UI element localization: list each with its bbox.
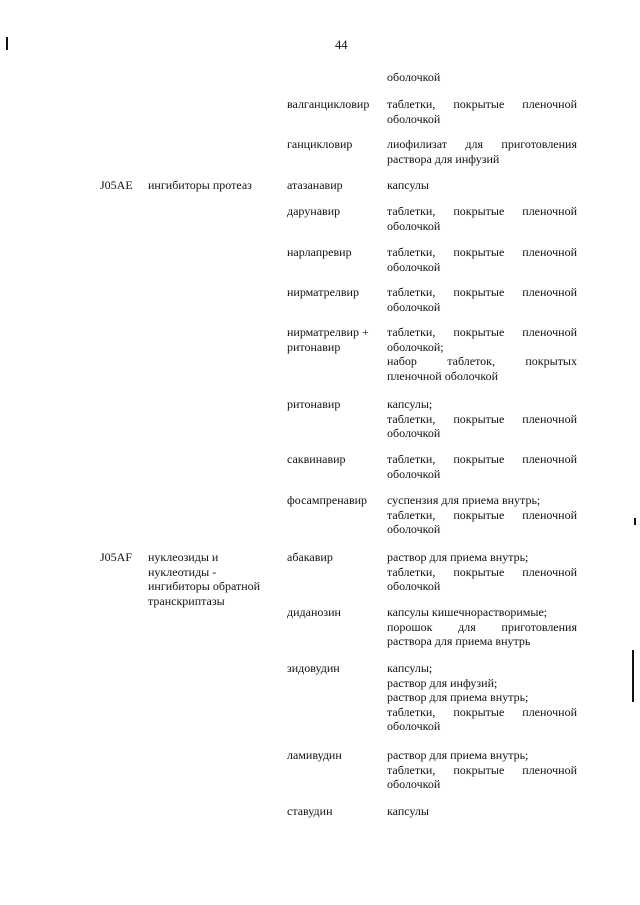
form-line: суспензия для приема внутрь; <box>387 493 541 507</box>
dosage-form <box>387 661 577 734</box>
form-line: таблетки, покрытые пленочной <box>387 704 577 719</box>
drug-line: ритонавир <box>287 397 341 411</box>
form-line: раствор для приема внутрь; <box>387 690 529 705</box>
drug-line: ритонавир <box>287 339 341 354</box>
scan-dot-right <box>634 518 636 525</box>
form-line: порошок для приготовления <box>387 619 577 634</box>
dosage-form <box>387 452 577 481</box>
drug-name <box>287 605 385 620</box>
dosage-form <box>387 325 577 383</box>
drug-name <box>287 285 385 300</box>
atc-code: J05AF <box>100 550 133 564</box>
group-line: нуклеотиды - <box>148 564 217 579</box>
dosage-form <box>387 97 577 126</box>
dosage-form <box>387 397 577 441</box>
drug-line: фосампренавир <box>287 493 368 507</box>
drug-line: диданозин <box>287 605 341 619</box>
dosage-form <box>387 285 577 314</box>
drug-name <box>287 397 385 412</box>
form-line: пленочной оболочкой <box>387 368 499 383</box>
drug-line: нарлапревир <box>287 245 352 259</box>
form-line: таблетки, покрытые пленочной <box>387 285 577 299</box>
form-line: капсулы кишечнорастворимые; <box>387 605 548 619</box>
drug-name <box>287 325 385 354</box>
form-line: таблетки, покрытые пленочной <box>387 245 577 259</box>
form-line: оболочкой <box>387 111 441 126</box>
drug-line: зидовудин <box>287 661 340 675</box>
dosage-form <box>387 804 577 819</box>
drug-line: ламивудин <box>287 748 342 762</box>
form-line: оболочкой <box>387 466 441 481</box>
dosage-form <box>387 748 577 792</box>
drug-name <box>287 661 385 676</box>
drug-name <box>287 804 385 819</box>
form-line: раствора для приема внутрь <box>387 634 531 649</box>
form-line: таблетки, покрытые пленочной <box>387 411 577 426</box>
drug-name <box>287 204 385 219</box>
form-line: таблетки, покрытые пленочной <box>387 452 577 466</box>
dosage-form <box>387 137 577 166</box>
drug-line: нирматрелвир + <box>287 325 369 339</box>
drug-name <box>287 137 385 152</box>
form-line: таблетки, покрытые пленочной <box>387 564 577 579</box>
form-line: раствора для инфузий <box>387 151 500 166</box>
scan-mark-right <box>632 650 634 702</box>
drug-line: саквинавир <box>287 452 346 466</box>
drug-line: ставудин <box>287 804 333 818</box>
dosage-form <box>387 493 577 537</box>
dosage-form <box>387 204 577 233</box>
group-name <box>148 550 278 608</box>
drug-line: абакавир <box>287 550 333 564</box>
form-line: раствор для инфузий; <box>387 675 498 690</box>
atc-code: J05AE <box>100 178 133 192</box>
form-line: оболочкой <box>387 579 441 594</box>
group-line: транскриптазы <box>148 593 225 608</box>
form-line: оболочкой <box>387 259 441 274</box>
group-line: нуклеозиды и <box>148 550 219 564</box>
dosage-form <box>387 550 577 594</box>
form-line: таблетки, покрытые пленочной <box>387 204 577 218</box>
form-line: оболочкой <box>387 299 441 314</box>
form-line: капсулы <box>387 804 429 818</box>
form-line: оболочкой <box>387 218 441 233</box>
form-line: оболочкой; <box>387 339 444 354</box>
form-line: оболочкой <box>387 777 441 792</box>
dosage-form <box>387 605 577 649</box>
form-line: набор таблеток, покрытых <box>387 354 577 369</box>
dosage-form <box>387 178 577 193</box>
form-line: таблетки, покрытые пленочной <box>387 507 577 522</box>
form-line: лиофилизат для приготовления <box>387 137 577 151</box>
form-line: раствор для приема внутрь; <box>387 550 529 564</box>
form-line: оболочкой <box>387 426 441 441</box>
drug-line: ганцикловир <box>287 137 353 151</box>
drug-name <box>287 178 385 193</box>
scan-mark-left <box>6 37 8 50</box>
drug-line: атазанавир <box>287 178 343 192</box>
group-name <box>148 178 278 193</box>
form-line: таблетки, покрытые пленочной <box>387 762 577 777</box>
form-line: оболочкой <box>387 522 441 537</box>
form-line: таблетки, покрытые пленочной <box>387 325 577 339</box>
group-line: ингибиторы протеаз <box>148 178 252 192</box>
group-line: ингибиторы обратной <box>148 579 261 594</box>
form-line: капсулы; <box>387 661 433 675</box>
form-line: оболочкой <box>387 70 441 84</box>
drug-name <box>287 452 385 467</box>
drug-name <box>287 97 385 112</box>
form-line: оболочкой <box>387 719 441 734</box>
drug-line: нирматрелвир <box>287 285 359 299</box>
drug-name <box>287 493 385 508</box>
drug-name <box>287 245 385 260</box>
drug-line: дарунавир <box>287 204 341 218</box>
dosage-form <box>387 245 577 274</box>
drug-name <box>287 550 385 565</box>
form-line: раствор для приема внутрь; <box>387 748 529 762</box>
drug-line: валганцикловир <box>287 97 370 111</box>
form-line: капсулы; <box>387 397 433 411</box>
continuation-text <box>387 70 577 85</box>
form-line: таблетки, покрытые пленочной <box>387 97 577 111</box>
form-line: капсулы <box>387 178 429 192</box>
page-number: 44 <box>335 38 348 52</box>
drug-name <box>287 748 385 763</box>
